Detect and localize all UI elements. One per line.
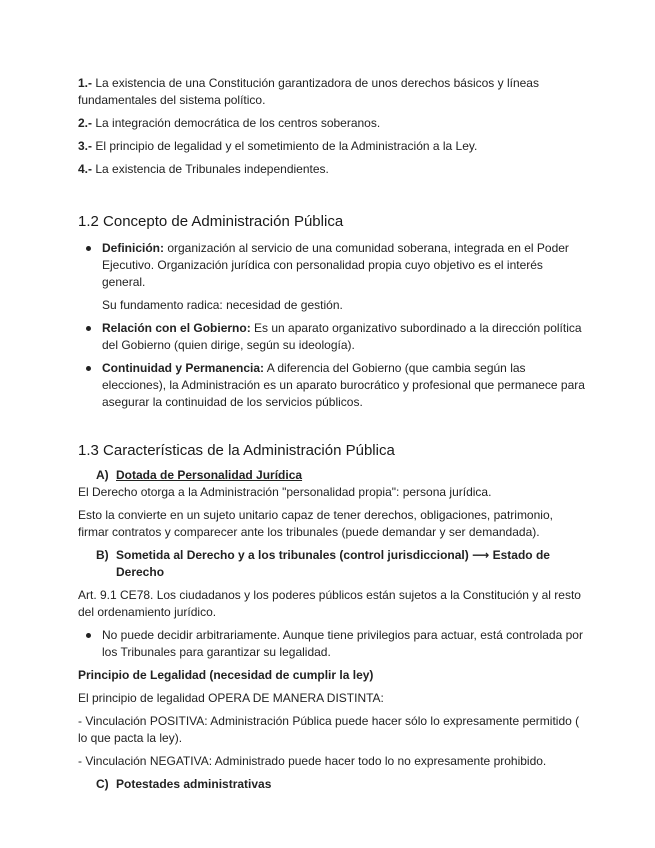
concept-list bbox=[78, 240, 585, 291]
paragraph: Esto la convierte en un sujeto unitario capaz de tener derechos, obligaciones, patrimonio, firmar contratos y comparecer ante los tribunales (puede demandar y ser demandada). bbox=[78, 508, 553, 539]
subheading-text: Dotada de Personalidad Jurídica bbox=[116, 468, 303, 482]
item-text: El principio de legalidad y el sometimiento de la Administración a la Ley. bbox=[95, 139, 478, 153]
item-text: Es un aparato organizativo subordinado a la dirección política del Gobierno (quien dirige, según su ideología). bbox=[102, 321, 582, 352]
bullet-icon bbox=[86, 326, 91, 331]
item-label: Relación con el Gobierno: bbox=[102, 321, 251, 335]
item-text: No puede decidir arbitrariamente. Aunque tiene privilegios para actuar, está controlada por los Tribunales para garantizar su legalidad. bbox=[102, 628, 583, 659]
item-text: organización al servicio de una comunidad soberana, integrada en el Poder Ejecutivo. Organización jurídica con personalidad propia cuyo objetivo es el interés general. bbox=[102, 241, 569, 289]
subheading-a bbox=[78, 467, 585, 484]
list-item bbox=[78, 627, 585, 661]
intro-item bbox=[78, 161, 585, 178]
paragraph: - Vinculación NEGATIVA: Administrado puede hacer todo lo no expresamente prohibido. bbox=[78, 754, 547, 768]
bullet-icon bbox=[86, 633, 91, 638]
intro-item bbox=[78, 75, 585, 109]
subheading-c bbox=[78, 776, 585, 793]
list-item bbox=[78, 360, 585, 411]
item-label: Definición: bbox=[102, 241, 164, 255]
paragraph: Art. 9.1 CE78. Los ciudadanos y los poderes públicos están sujetos a la Constitución y al resto del ordenamiento jurídico. bbox=[78, 588, 581, 619]
item-text: La existencia de Tribunales independientes. bbox=[95, 162, 329, 176]
paragraph: El principio de legalidad OPERA DE MANERA DISTINTA: bbox=[78, 691, 384, 705]
subheading-text: Sometida al Derecho y a los tribunales (control jurisdiccional) ⟶ Estado de Derecho bbox=[116, 548, 550, 579]
fundamento-text: Su fundamento radica: necesidad de gestión. bbox=[102, 298, 343, 312]
section-heading-1-3: 1.3 Características de la Administración Pública bbox=[78, 442, 395, 459]
item-label: Continuidad y Permanencia: bbox=[102, 361, 265, 375]
item-number: 3.- bbox=[78, 139, 93, 153]
item-number: 2.- bbox=[78, 116, 93, 130]
paragraph: El Derecho otorga a la Administración "personalidad propia": persona jurídica. bbox=[78, 485, 492, 499]
bullet-icon bbox=[86, 366, 91, 371]
list-item bbox=[78, 320, 585, 354]
list-item bbox=[78, 240, 585, 291]
control-list bbox=[78, 627, 585, 661]
subheading-text: Potestades administrativas bbox=[116, 777, 272, 791]
subheading-letter: B) bbox=[96, 548, 109, 562]
item-number: 1.- bbox=[78, 76, 93, 90]
item-number: 4.- bbox=[78, 162, 93, 176]
intro-item bbox=[78, 115, 585, 132]
section-heading-1-2: 1.2 Concepto de Administración Pública bbox=[78, 213, 344, 230]
legalidad-heading: Principio de Legalidad (necesidad de cumplir la ley) bbox=[78, 668, 374, 682]
intro-item bbox=[78, 138, 585, 155]
subheading-letter: A) bbox=[96, 468, 109, 482]
bullet-icon bbox=[86, 246, 91, 251]
subheading-b bbox=[78, 547, 585, 581]
concept-list-continued bbox=[78, 320, 585, 411]
item-text: A diferencia del Gobierno (que cambia según las elecciones), la Administración es un aparato burocrático y profesional que permanece para asegurar la continuidad de los servicios públicos. bbox=[102, 361, 585, 409]
intro-list bbox=[78, 75, 585, 178]
item-text: La existencia de una Constitución garantizadora de unos derechos básicos y líneas fundamentales del sistema político. bbox=[78, 76, 539, 107]
paragraph: - Vinculación POSITIVA: Administración Pública puede hacer sólo lo expresamente permitido ( lo que pacta la ley). bbox=[78, 714, 580, 745]
subheading-letter: C) bbox=[96, 777, 109, 791]
item-text: La integración democrática de los centros soberanos. bbox=[95, 116, 381, 130]
